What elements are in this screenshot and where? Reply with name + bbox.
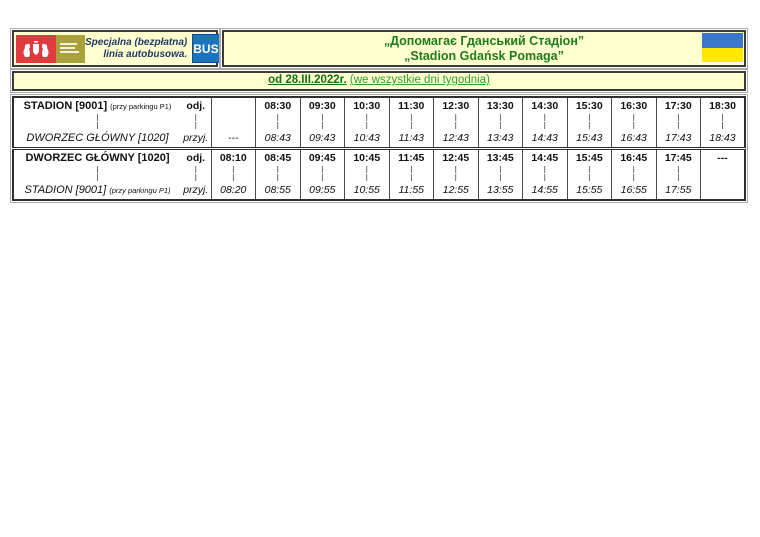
station-name: DWORZEC GŁÓWNY [1020]	[26, 132, 169, 144]
departure-row	[13, 97, 745, 113]
header-title-cell	[222, 30, 746, 67]
departure-time-cell: 15:30	[567, 97, 612, 113]
arrival-row	[13, 129, 745, 149]
arrival-time-cell: 12:43	[434, 129, 479, 149]
subtitle-line-2: linia autobusowa.	[103, 48, 188, 60]
arrival-time-cell: 08:55	[256, 181, 301, 200]
departure-time-cell: 08:30	[256, 97, 301, 113]
connector-cell: |	[567, 121, 612, 129]
bus-badge: BUS	[192, 34, 219, 63]
connector-cell: |	[523, 121, 568, 129]
station-name: DWORZEC GŁÓWNY [1020]	[25, 151, 170, 164]
page-title	[224, 34, 744, 64]
connector-cell: |	[181, 165, 211, 173]
arrival-time-cell: 14:43	[523, 129, 568, 149]
connector-cell: |	[389, 113, 434, 121]
departure-time-cell: 16:30	[612, 97, 657, 113]
departure-time-cell: 11:30	[389, 97, 434, 113]
connector-cell: |	[345, 165, 390, 173]
arrival-time-cell: 17:43	[656, 129, 701, 149]
connector-cell: |	[256, 165, 301, 173]
header-band	[12, 30, 746, 67]
timetable-block	[13, 149, 745, 201]
connector-cell: |	[612, 113, 657, 121]
arrival-time-cell: 18:43	[701, 129, 746, 149]
validity-date: od 28.III.2022r.	[268, 74, 347, 86]
ukraine-flag-icon	[702, 33, 743, 62]
station-name: STADION [9001]	[23, 99, 108, 112]
validity-note: (we wszystkie dni tygodnia)	[349, 74, 490, 86]
timetable	[12, 96, 746, 201]
line-subtitle	[85, 37, 192, 61]
connector-cell: |	[612, 165, 657, 173]
connector-cell	[211, 121, 256, 129]
connector-row	[13, 165, 745, 173]
departure-time-cell: 13:45	[478, 149, 523, 166]
departure-time-cell: 08:45	[256, 149, 301, 166]
connector-cell: |	[13, 165, 181, 173]
departure-time-cell: 08:10	[211, 149, 256, 166]
connector-cell	[701, 173, 746, 181]
connector-row	[13, 173, 745, 181]
arrival-time-cell: 09:43	[300, 129, 345, 149]
arrival-time-cell: 10:43	[345, 129, 390, 149]
connector-cell: |	[567, 165, 612, 173]
arrival-time-cell: 17:55	[656, 181, 701, 200]
connector-cell: |	[389, 165, 434, 173]
arrival-time-cell: 16:55	[612, 181, 657, 200]
connector-cell: |	[181, 113, 211, 121]
connector-cell: |	[567, 173, 612, 181]
connector-cell: |	[181, 173, 211, 181]
departure-time-cell: ---	[701, 149, 746, 166]
arrival-label-cell: przyj.	[181, 129, 211, 149]
connector-cell: |	[256, 121, 301, 129]
connector-cell: |	[345, 173, 390, 181]
departure-row	[13, 149, 745, 166]
departure-time-cell: 18:30	[701, 97, 746, 113]
departure-time-cell: 15:45	[567, 149, 612, 166]
connector-cell: |	[478, 165, 523, 173]
arrival-time-cell: 08:43	[256, 129, 301, 149]
gdansk-logo	[16, 35, 85, 63]
departure-time-cell	[211, 97, 256, 113]
connector-cell: |	[478, 113, 523, 121]
validity-banner	[12, 71, 746, 91]
connector-cell: |	[656, 113, 701, 121]
connector-cell: |	[389, 121, 434, 129]
connector-cell	[211, 113, 256, 121]
connector-cell: |	[13, 173, 181, 181]
connector-cell: |	[181, 121, 211, 129]
gdansk-coat-of-arms-icon	[16, 35, 56, 63]
connector-cell: |	[478, 121, 523, 129]
subtitle-line-1: Specjalna (bezpłatna)	[85, 36, 188, 48]
departure-time-cell: 12:45	[434, 149, 479, 166]
arrival-time-cell: 14:55	[523, 181, 568, 200]
arrival-row	[13, 181, 745, 200]
connector-cell: |	[256, 113, 301, 121]
departure-time-cell: 11:45	[389, 149, 434, 166]
station-name: STADION [9001]	[24, 184, 107, 196]
connector-cell: |	[701, 113, 746, 121]
departure-station-cell	[13, 97, 181, 113]
connector-cell: |	[211, 173, 256, 181]
connector-cell: |	[656, 173, 701, 181]
connector-cell	[701, 165, 746, 173]
connector-cell: |	[523, 173, 568, 181]
arrival-time-cell: 09:55	[300, 181, 345, 200]
badge-text-line	[60, 43, 77, 45]
connector-cell: |	[656, 165, 701, 173]
connector-cell: |	[345, 113, 390, 121]
arrival-time-cell: 16:43	[612, 129, 657, 149]
connector-cell: |	[612, 173, 657, 181]
title-ukrainian: „Допомагає Гданський Стадіон”	[383, 33, 585, 48]
connector-cell: |	[300, 165, 345, 173]
flag-blue-stripe	[702, 33, 743, 48]
departure-time-cell: 17:30	[656, 97, 701, 113]
connector-cell: |	[701, 121, 746, 129]
station-note: (przy parkingu P1)	[109, 186, 171, 195]
connector-cell: |	[478, 173, 523, 181]
connector-cell: |	[567, 113, 612, 121]
departure-time-cell: 17:45	[656, 149, 701, 166]
connector-row	[13, 113, 745, 121]
connector-cell: |	[523, 113, 568, 121]
connector-cell: |	[656, 121, 701, 129]
connector-cell: |	[434, 113, 479, 121]
connector-row	[13, 121, 745, 129]
arrival-label-cell: przyj.	[181, 181, 211, 200]
arrival-time-cell: 13:55	[478, 181, 523, 200]
header-left-cell	[12, 30, 218, 67]
departure-time-cell: 14:45	[523, 149, 568, 166]
logo-text-badge	[56, 35, 85, 63]
departure-station-cell	[13, 149, 181, 166]
title-polish: „Stadion Gdańsk Pomaga”	[404, 48, 564, 63]
departure-label-cell: odj.	[181, 149, 211, 166]
connector-cell: |	[300, 121, 345, 129]
connector-cell: |	[300, 113, 345, 121]
arrival-time-cell: 15:43	[567, 129, 612, 149]
departure-time-cell: 14:30	[523, 97, 568, 113]
connector-cell: |	[523, 165, 568, 173]
connector-cell: |	[612, 121, 657, 129]
departure-time-cell: 13:30	[478, 97, 523, 113]
departure-time-cell: 10:30	[345, 97, 390, 113]
connector-cell: |	[256, 173, 301, 181]
departure-time-cell: 12:30	[434, 97, 479, 113]
arrival-time-cell	[701, 181, 746, 200]
connector-cell: |	[389, 173, 434, 181]
arrival-time-cell: 13:43	[478, 129, 523, 149]
arrival-time-cell: 10:55	[345, 181, 390, 200]
connector-cell: |	[211, 165, 256, 173]
station-note: (przy parkingu P1)	[110, 101, 172, 111]
connector-cell: |	[434, 173, 479, 181]
arrival-station-cell	[13, 181, 181, 200]
arrival-time-cell: 08:20	[211, 181, 256, 200]
connector-cell: |	[345, 121, 390, 129]
departure-time-cell: 16:45	[612, 149, 657, 166]
connector-cell: |	[13, 113, 181, 121]
departure-time-cell: 10:45	[345, 149, 390, 166]
departure-time-cell: 09:30	[300, 97, 345, 113]
connector-cell: |	[300, 173, 345, 181]
flag-yellow-stripe	[702, 48, 743, 63]
connector-cell: |	[434, 121, 479, 129]
connector-cell: |	[434, 165, 479, 173]
arrival-time-cell: 11:43	[389, 129, 434, 149]
arrival-time-cell: 11:55	[389, 181, 434, 200]
arrival-time-cell: 15:55	[567, 181, 612, 200]
timetable-block	[13, 97, 745, 149]
departure-time-cell: 09:45	[300, 149, 345, 166]
connector-cell: |	[13, 121, 181, 129]
departure-label-cell: odj.	[181, 97, 211, 113]
arrival-time-cell: ---	[211, 129, 256, 149]
badge-text-line	[60, 51, 79, 53]
arrival-station-cell	[13, 129, 181, 149]
badge-text-line	[60, 47, 75, 49]
timetable-page	[12, 30, 746, 201]
arrival-time-cell: 12:55	[434, 181, 479, 200]
